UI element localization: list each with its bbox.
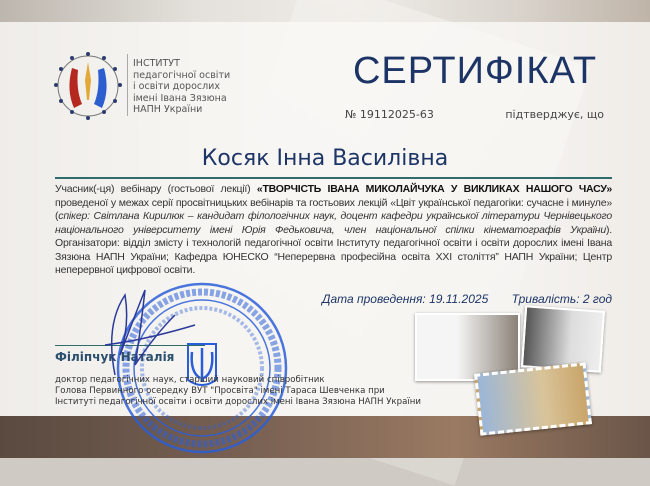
institute-logo-icon bbox=[52, 50, 124, 122]
postage-stamp bbox=[474, 362, 592, 435]
recipient-name: Косяк Інна Василівна bbox=[201, 146, 449, 171]
certificate-title: СЕРТИФІКАТ bbox=[352, 50, 598, 92]
signature-icon bbox=[85, 285, 205, 385]
mykolaichuk-photos bbox=[415, 308, 605, 433]
speaker-info: спікер: Світлана Кирилюк – кандидат філологічних наук, доцент кафедри української літератури Чернівецького національного університету імені Юрія Федьковича, член національної спілки кінематографів України bbox=[55, 210, 612, 236]
body-text: Учасник(-ця) вебінару (гостьової лекції) bbox=[55, 183, 257, 195]
certificate-body bbox=[55, 183, 612, 278]
institute-line: і освіти дорослих bbox=[133, 81, 220, 92]
institute-name bbox=[133, 58, 230, 116]
signatory-name: Філіпчук Наталія bbox=[55, 350, 175, 364]
institute-line: ІНСТИТУТ bbox=[133, 58, 180, 69]
institute-line: педагогічної освіти bbox=[133, 69, 231, 81]
signatory-line: Інституті педагогічної освіти і освіти дорослих імені Івана Зязюна НАПН України bbox=[55, 397, 421, 407]
confirms-text: підтверджує, що bbox=[505, 108, 604, 121]
photo-card bbox=[521, 305, 605, 372]
lecture-topic: «ТВОРЧІСТЬ ІВАНА МИКОЛАЙЧУКА У ВИКЛИКАХ НАШОГО ЧАСУ» bbox=[256, 183, 612, 195]
body-text: ). Організатори: відділ змісту і технологій педагогічної освіти Інституту педагогічної освіти і освіти дорослих імені Івана Зязюна НАПН України; Кафедра ЮНЕСКО “Неперервна професійна освіта XXI століття” НАПН України; Центр неперервної цифрової освіти. bbox=[55, 223, 612, 276]
logo-divider bbox=[127, 54, 128, 116]
divider-line bbox=[55, 177, 612, 179]
institute-line: імені Івана Зязюна bbox=[133, 92, 227, 104]
signatory-line: Голова Первинного осередку ВУТ "Просвіта" імені Тараса Шевченка при bbox=[55, 386, 385, 396]
event-duration: Тривалість: 2 год bbox=[511, 292, 612, 306]
signatory-line: доктор педагогічних наук, старший науковий співробітник bbox=[55, 375, 325, 385]
certificate-number: № 19112025-63 bbox=[345, 108, 434, 121]
event-date: Дата проведення: 19.11.2025 bbox=[322, 292, 489, 306]
institute-line: НАПН України bbox=[133, 104, 203, 115]
body-text: проведеної у межах серії просвітницьких вебінарів та гостьових лекцій «Цвіт української педагогіки: сучасне і минуле» ( bbox=[55, 196, 612, 222]
